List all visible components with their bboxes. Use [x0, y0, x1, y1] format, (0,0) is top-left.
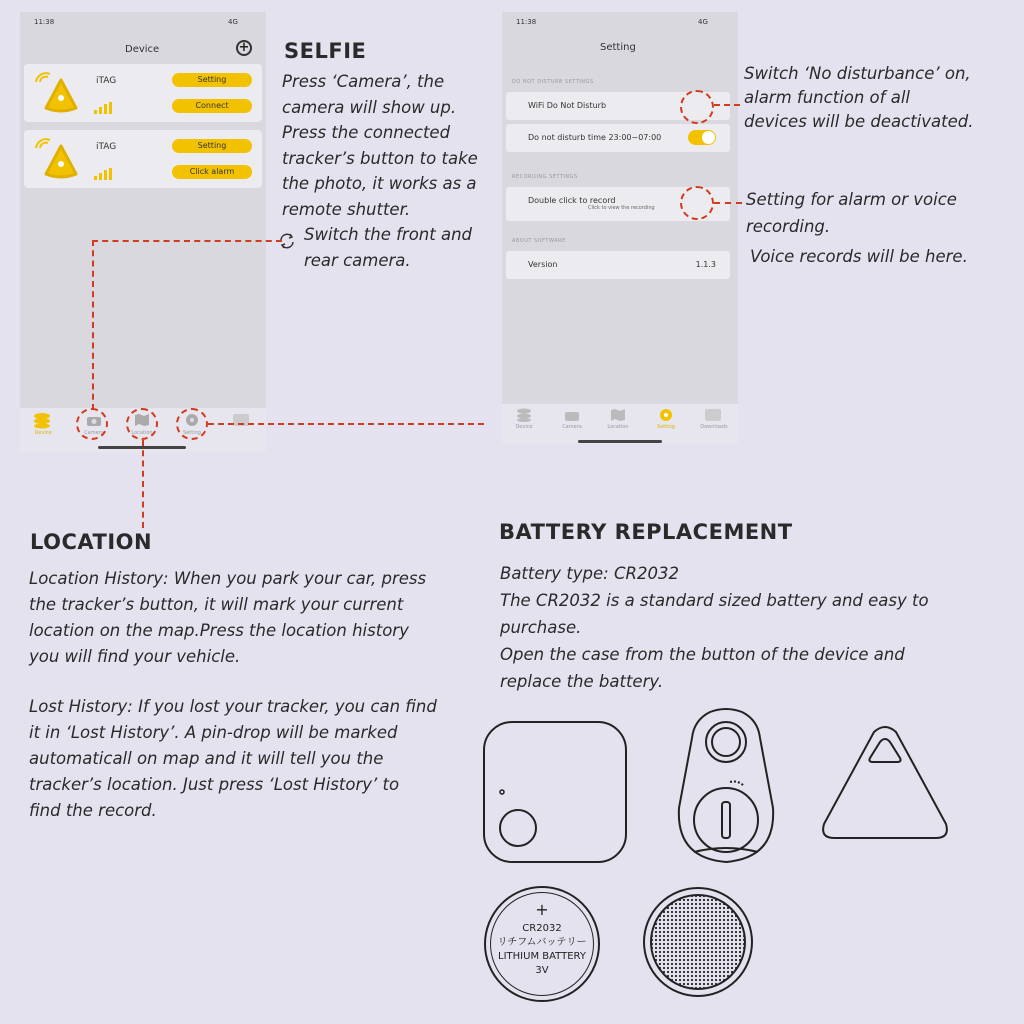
location-history-text: [29, 566, 479, 670]
switch-camera-text: [304, 222, 504, 273]
battery-line: Open the case from the button of the device and: [500, 645, 905, 664]
version-row: [506, 251, 730, 279]
toggle-knob: [702, 131, 715, 144]
wifi-dnd-highlight: [680, 90, 714, 124]
downloads-tab-icon[interactable]: [704, 408, 722, 422]
dnd-toggle[interactable]: [688, 130, 716, 145]
battery-line: The CR2032 is a standard sized battery and easy to: [500, 591, 929, 610]
wifi-dnd-label: WiFi Do Not Disturb: [528, 101, 607, 110]
selfie-line: the photo, it works as a: [282, 174, 477, 193]
selfie-line: tracker’s button to take: [282, 148, 478, 168]
coin-line: LITHIUM BATTERY: [498, 951, 586, 962]
switch-line: Switch the front and: [304, 225, 473, 244]
location-heading: LOCATION: [30, 530, 153, 554]
camera-connector-line: [92, 240, 282, 242]
page-title: Setting: [600, 42, 636, 53]
lost-line: tracker’s location. Just press ‘Lost History’ to: [29, 775, 400, 794]
switch-camera-icon: [278, 232, 296, 250]
dnd-note-line: Switch ‘No disturbance’ on,: [744, 64, 971, 83]
setting-button[interactable]: Setting: [172, 73, 252, 87]
add-icon[interactable]: +: [236, 40, 252, 56]
status-time: 11:38: [516, 18, 537, 26]
battery-line: replace the battery.: [500, 672, 664, 691]
signal-icon: [94, 168, 114, 180]
device-name: iTAG: [96, 142, 117, 152]
recording-note-line: Setting for alarm or voice: [746, 190, 957, 209]
tab-setting[interactable]: Setting: [657, 424, 675, 430]
connect-button[interactable]: Connect: [172, 99, 252, 113]
home-indicator: [578, 440, 662, 443]
square-tracker-drawing: [482, 720, 628, 866]
lost-line: find the record.: [29, 801, 157, 820]
tracker-icon: [44, 78, 78, 112]
status-signal: 4G: [698, 18, 708, 26]
dnd-connector-line: [714, 104, 740, 106]
page-title: Device: [125, 44, 160, 55]
switch-line: rear camera.: [304, 250, 411, 270]
lost-line: it in ‘Lost History’. A pin-drop will be marked: [29, 723, 398, 742]
version-label: Version: [528, 260, 558, 269]
device-tab-icon[interactable]: [516, 408, 532, 422]
location-line: you will find your vehicle.: [29, 647, 241, 666]
section-label: DO NOT DISTURB SETTINGS: [512, 79, 594, 85]
camera-tab-icon[interactable]: [564, 409, 580, 421]
dnd-note: [744, 62, 1020, 134]
lost-line: automaticall on map and it will tell you the: [29, 749, 384, 768]
signal-icon: [94, 102, 114, 114]
tab-setting[interactable]: Setting: [183, 430, 201, 436]
selfie-heading: SELFIE: [284, 39, 367, 63]
double-click-label: Double click to record: [528, 196, 616, 205]
tab-device[interactable]: Device: [515, 424, 533, 430]
camera-connector-line: [92, 240, 94, 410]
status-time: 11:38: [34, 18, 55, 26]
lost-history-text: [29, 694, 479, 824]
coin-plus-sign: +: [535, 900, 549, 919]
voice-note: Voice records will be here.: [750, 247, 968, 266]
click-alarm-button[interactable]: Click alarm: [172, 165, 252, 179]
location-line: the tracker’s button, it will mark your current: [29, 595, 404, 614]
recording-note-line: recording.: [746, 217, 831, 236]
tab-location[interactable]: Location: [131, 430, 153, 436]
selfie-line: Press ‘Camera’, the: [282, 72, 445, 91]
selfie-line: remote shutter.: [282, 199, 411, 219]
location-connector-line: [142, 440, 144, 528]
double-click-sublabel: Click to view the recording: [588, 205, 655, 211]
battery-line: Battery type: CR2032: [500, 564, 679, 583]
teardrop-tracker-drawing: [676, 708, 776, 866]
section-label: ABOUT SOFTWARE: [512, 238, 566, 244]
tab-bar-right: [502, 404, 738, 444]
selfie-instructions: [282, 69, 502, 222]
camera-tab-highlight: [76, 408, 108, 440]
device-card[interactable]: [24, 64, 262, 122]
setting-connector-line: [208, 423, 484, 425]
selfie-line: Press the connected: [282, 123, 451, 142]
section-label: RECORDING SETTINGS: [512, 174, 578, 180]
coin-line: リチフムバッテリー: [497, 937, 587, 948]
location-line: location on the map.Press the location history: [29, 621, 409, 640]
battery-text: [500, 560, 1000, 695]
tab-camera[interactable]: Camera: [562, 424, 582, 430]
device-tab-icon[interactable]: [33, 412, 51, 428]
status-signal: 4G: [228, 18, 238, 26]
device-name: iTAG: [96, 76, 117, 86]
coin-line: CR2032: [522, 923, 562, 934]
speaker-grille-drawing: [642, 886, 754, 998]
recording-note: [746, 186, 1016, 240]
coin-label: [486, 922, 598, 978]
setting-button[interactable]: Setting: [172, 139, 252, 153]
tab-location[interactable]: Location: [607, 424, 629, 430]
selfie-line: camera will show up.: [282, 97, 457, 117]
setting-tab-icon[interactable]: [658, 407, 674, 423]
recording-connector-line: [714, 202, 742, 204]
phone-left-screen: [20, 12, 266, 408]
recording-highlight: [680, 186, 714, 220]
setting-tab-highlight: [176, 408, 208, 440]
dnd-note-line: devices will be deactivated.: [744, 112, 974, 131]
location-tab-icon[interactable]: [610, 408, 626, 422]
tab-downloads[interactable]: Downloads: [700, 424, 728, 430]
device-card[interactable]: [24, 130, 262, 188]
battery-line: purchase.: [500, 618, 582, 637]
version-value: 1.1.3: [695, 260, 716, 269]
tracker-icon: [44, 144, 78, 178]
location-tab-highlight: [126, 408, 158, 440]
triangle-tracker-drawing: [818, 724, 952, 840]
tab-device[interactable]: Device: [34, 430, 52, 436]
location-line: Location History: When you park your car, press: [29, 569, 427, 588]
lost-line: Lost History: If you lost your tracker, you can find: [29, 697, 437, 716]
dnd-note-line: alarm function of all: [744, 88, 910, 107]
dnd-time-label: Do not disturb time 23:00~07:00: [528, 133, 662, 142]
coin-line: 3V: [535, 965, 549, 976]
battery-heading: BATTERY REPLACEMENT: [499, 520, 793, 544]
tab-camera[interactable]: Camera: [84, 430, 104, 436]
coin-battery-drawing: [484, 886, 600, 1002]
